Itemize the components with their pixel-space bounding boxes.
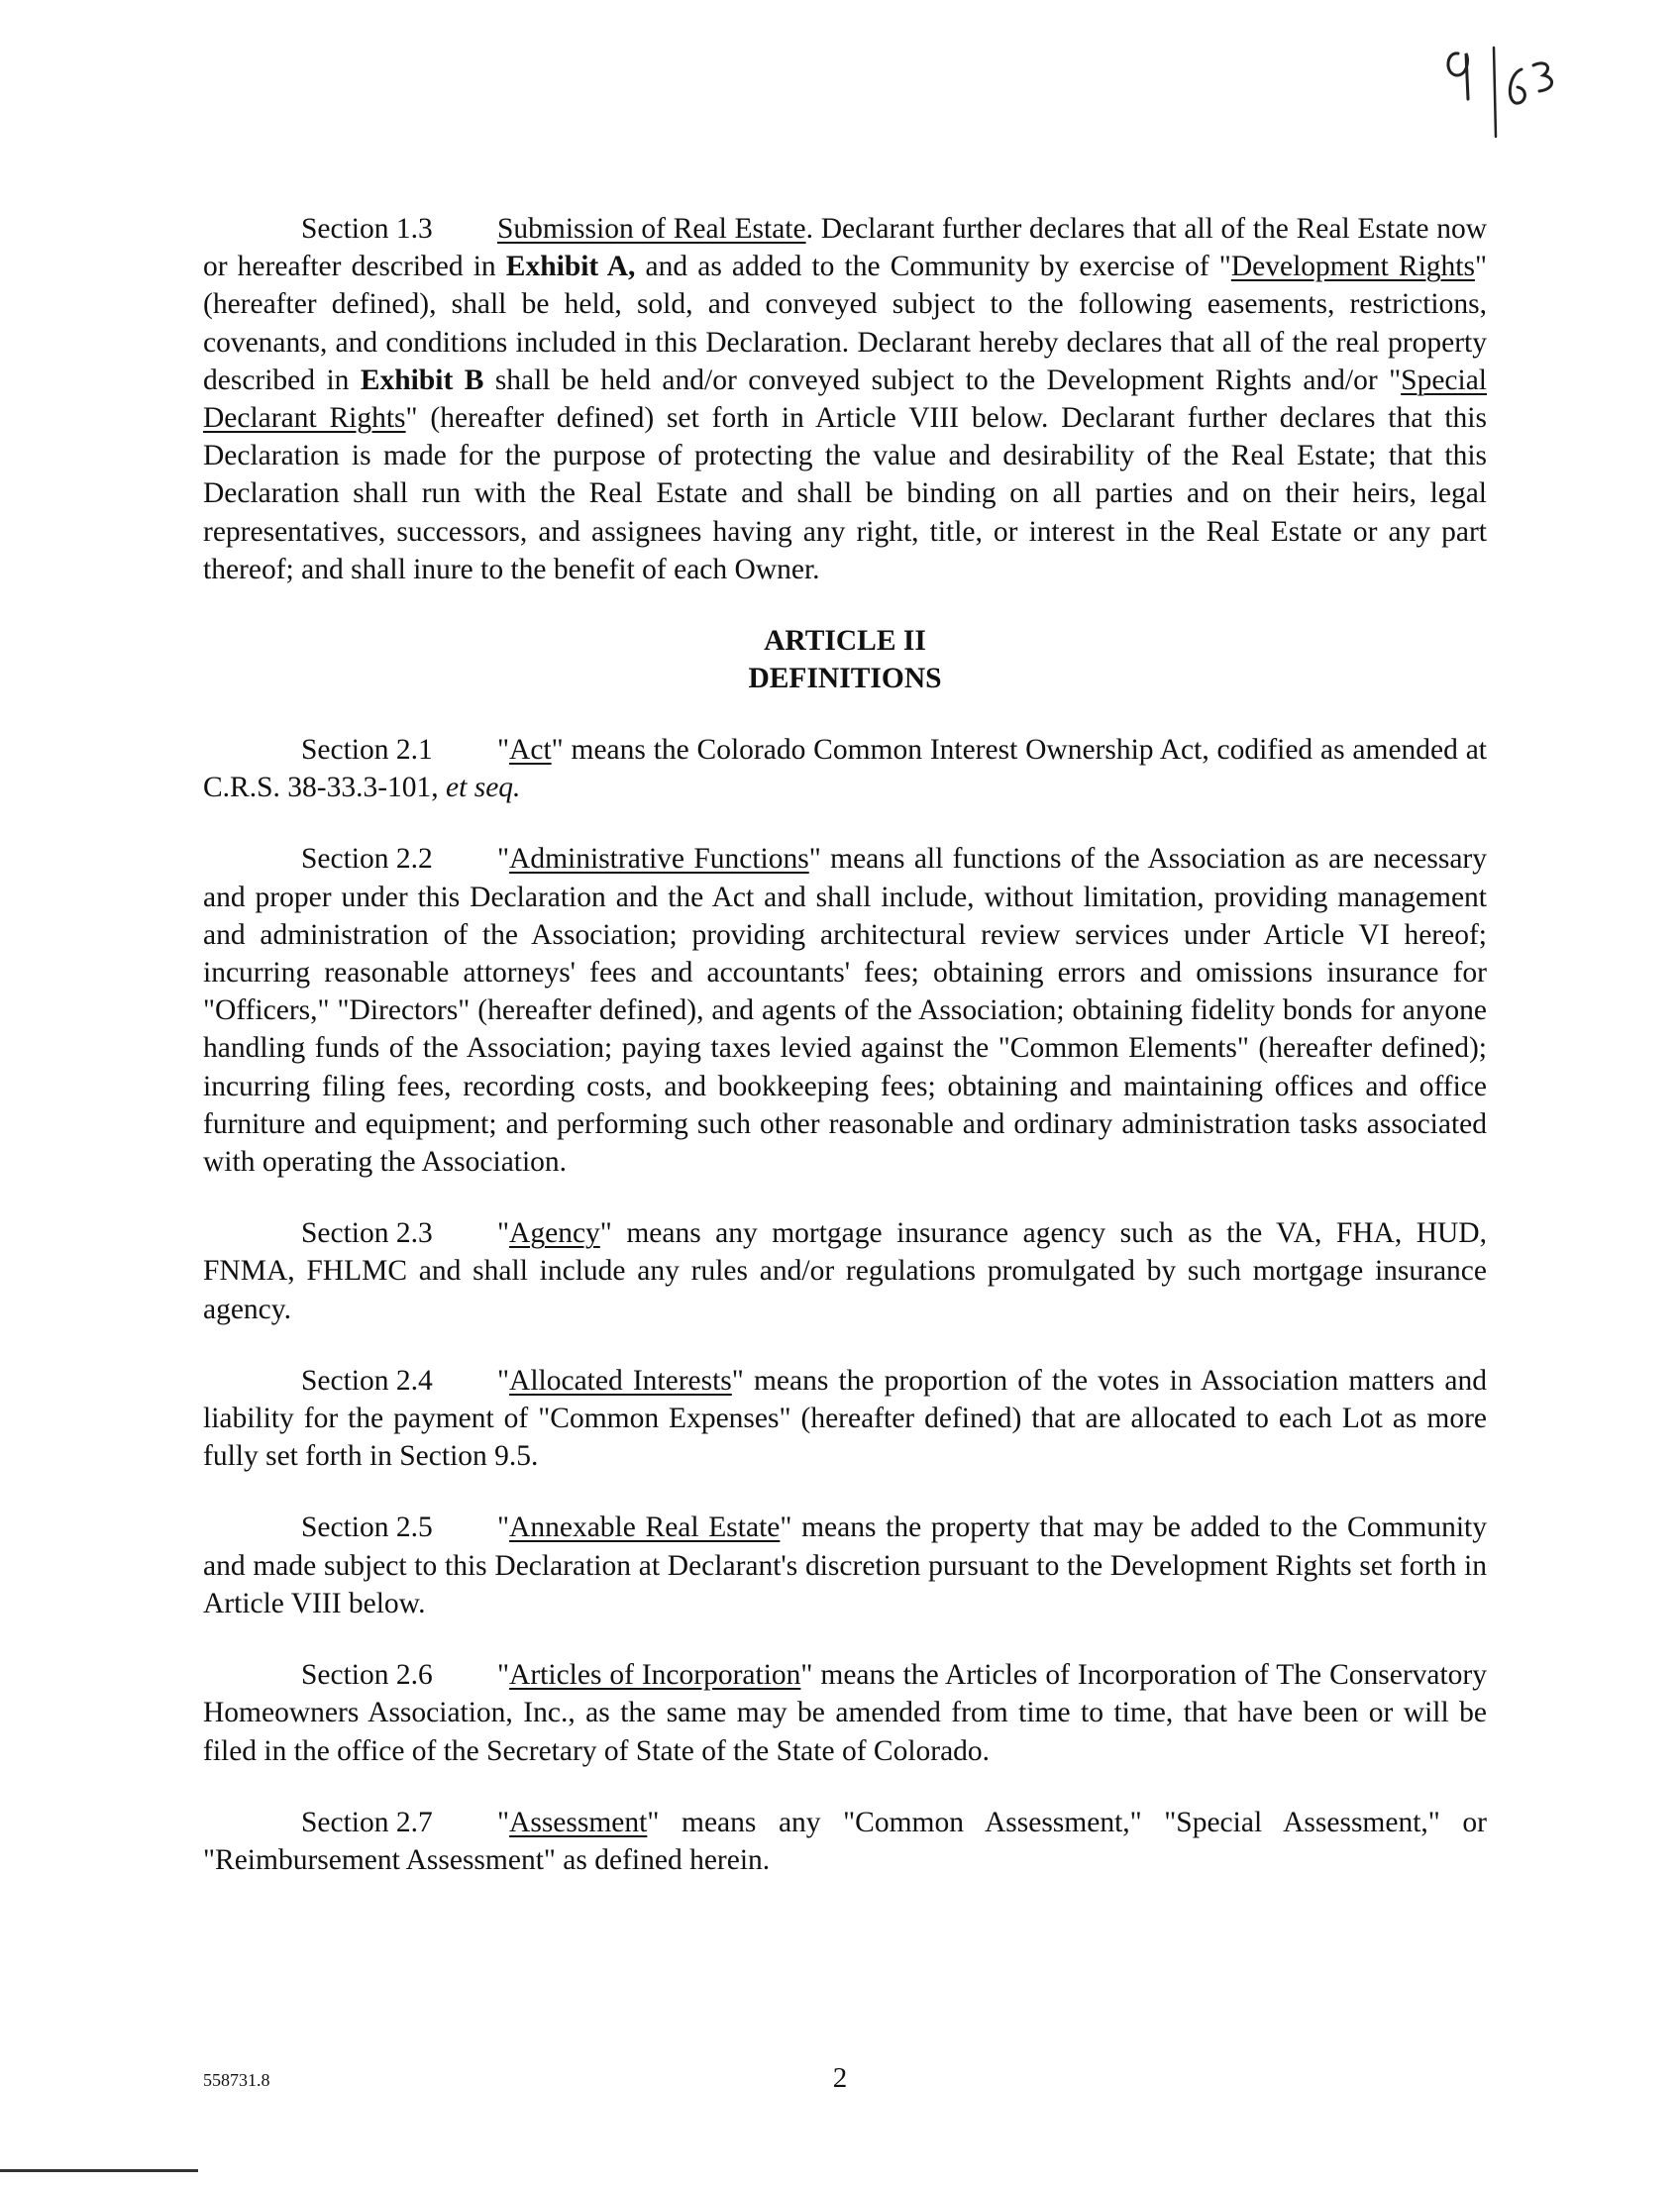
- section-text: " means all functions of the Association as are necessary and proper under this Declaration and the Act and shall include, without limitation, providing management and administration of the Association; providing architectural review services under Article VI hereof; incurring reasonable attorneys' fees and accountants' fees; obtaining errors and omissions insurance for "Officers," "Directors" (hereafter defined), and agents of the Association; obtaining fidelity bonds for anyone handling funds of the Association; paying taxes levied against the "Common Elements" (hereafter defined); incurring filing fees, recording costs, and bookkeeping fees; obtaining and maintaining offices and office furniture and equipment; and performing such other reasonable and ordinary administration tasks associated with operating the Association.: [203, 843, 1487, 1179]
- defined-term: Articles of Incorporation: [509, 1659, 801, 1692]
- defined-term: Act: [509, 734, 552, 767]
- defined-term: Submission of Real Estate: [497, 213, 806, 245]
- handwritten-page-note: [1436, 30, 1585, 139]
- defined-term: Special Declarant Rights: [203, 364, 1487, 435]
- exhibit-reference: Exhibit A,: [505, 251, 636, 283]
- quote-mark: ": [497, 1364, 510, 1397]
- section-label: Section 2.3: [301, 1217, 433, 1250]
- scan-artifact-line: [0, 2169, 198, 2172]
- defined-term: Allocated Interests: [509, 1364, 732, 1397]
- quote-mark: ": [497, 734, 510, 767]
- page-number: 2: [832, 2062, 848, 2094]
- section-2-4: [203, 1362, 1487, 1476]
- defined-term: Development Rights: [1230, 251, 1475, 283]
- quote-mark: ": [497, 1511, 510, 1544]
- defined-term: Administrative Functions: [509, 843, 809, 876]
- section-label: Section 2.7: [301, 1806, 433, 1838]
- defined-term: Annexable Real Estate: [509, 1511, 781, 1544]
- quote-mark: ": [497, 1217, 510, 1250]
- defined-term: Agency: [509, 1217, 600, 1250]
- quote-mark: ": [497, 843, 510, 876]
- section-label: Section 2.2: [301, 843, 433, 876]
- section-text: " means any "Common Assessment," "Special Assessment," or "Reimbursement Assessment" as defined herein.: [203, 1806, 1487, 1876]
- section-1-3: [203, 210, 1487, 588]
- section-label: Section 1.3: [301, 213, 433, 245]
- section-text: and as added to the Community by exercise of ": [635, 251, 1231, 283]
- section-2-3: [203, 1214, 1487, 1328]
- quote-mark: ": [497, 1659, 510, 1692]
- article-title: DEFINITIONS: [748, 663, 942, 695]
- section-text: shall be held and/or conveyed subject to the Development Rights and/or ": [483, 364, 1402, 396]
- section-text: " means the property that may be added to the Community and made subject to this Declaration at Declarant's discretion pursuant to the Development Rights set forth in Article VIII below.: [203, 1511, 1488, 1619]
- article-heading: [203, 622, 1487, 697]
- exhibit-reference: Exhibit B: [360, 364, 484, 396]
- section-text: " (hereafter defined) set forth in Article VIII below. Declarant further declares that this Declaration is made for the purpose of protecting the value and desirability of the Real Estate; that this Declaration shall run with the Real Estate and shall be binding on all parties and on their heirs, legal representatives, successors, and assignees having any right, title, or interest in the Real Estate or any part thereof; and shall inure to the benefit of each Owner.: [203, 402, 1487, 585]
- section-text: " means any mortgage insurance agency such as the VA, FHA, HUD, FNMA, FHLMC and shall include any rules and/or regulations promulgated by such mortgage insurance agency.: [203, 1217, 1487, 1325]
- section-text: " means the Articles of Incorporation of The Conservatory Homeowners Association, Inc., as the same may be amended from time to time, that have been or will be filed in the office of the Secretary of State of the State of Colorado.: [203, 1659, 1487, 1767]
- section-label: Section 2.1: [301, 734, 433, 767]
- section-text: " means the proportion of the votes in Association matters and liability for the payment of "Common Expenses" (hereafter defined) that are allocated to each Lot as more fully set forth in Section 9.5.: [203, 1364, 1487, 1473]
- section-2-1: [203, 731, 1487, 806]
- article-number: ARTICLE II: [764, 625, 926, 658]
- section-2-6: [203, 1656, 1487, 1770]
- section-text: . Declarant further declares that all of the Real Estate now or hereafter described in: [203, 213, 1487, 283]
- section-label: Section 2.5: [301, 1511, 433, 1544]
- defined-term: Assessment: [509, 1806, 648, 1838]
- section-2-5: [203, 1509, 1487, 1622]
- section-label: Section 2.6: [301, 1659, 433, 1692]
- section-2-7: [203, 1804, 1487, 1879]
- section-2-2: [203, 840, 1487, 1181]
- italic-text: et seq.: [446, 772, 521, 804]
- section-label: Section 2.4: [301, 1364, 433, 1397]
- document-number: 558731.8: [203, 2070, 270, 2090]
- document-body: [203, 210, 1487, 1913]
- quote-mark: ": [497, 1806, 510, 1838]
- section-text: " (hereafter defined), shall be held, sold, and conveyed subject to the following easements, restrictions, covenants, and conditions included in this Declaration. Declarant hereby declares that all of the real property described in: [203, 251, 1487, 396]
- section-text: " means the Colorado Common Interest Ownership Act, codified as amended at C.R.S. 38-33.3-101,: [203, 734, 1487, 804]
